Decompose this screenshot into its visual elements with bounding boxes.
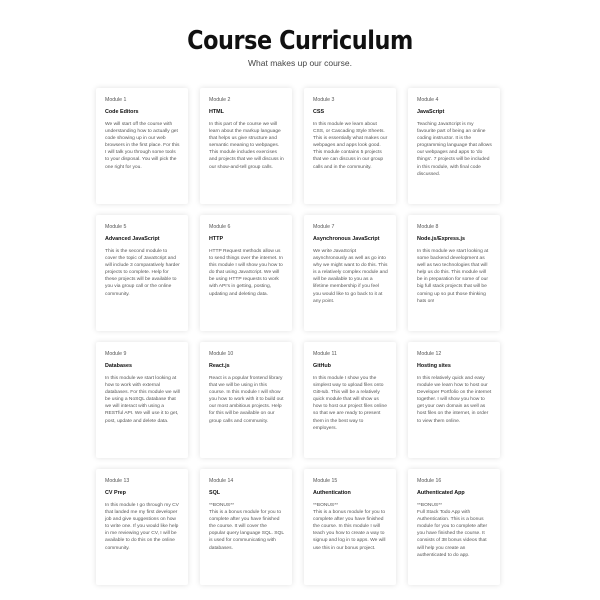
module-description: HTTP Request methods allow us to send things over the internet. In this module I will show you how to do that using JavaScript. We will be using HTTP requests to work with API's in getting, posting, updating and deleting data. <box>209 249 283 297</box>
module-description: In this module I show you the simplest way to upload files onto GitHub. This will be a relatively quick module that will show us how to host our project files online so that we are ready to present them in the best way to employers. <box>313 376 387 431</box>
module-description: In this module we start looking at some backend development as well as two technologies that will help us do this. This module will be in preparation for some of our big full stack projects that will be coming up so put those thinking hats on! <box>417 249 489 304</box>
module-card <box>408 469 500 585</box>
module-number: Module 4 <box>417 97 439 103</box>
module-title: Asynchronous JavaScript <box>313 236 380 242</box>
module-description: This is the second module to cover the topic of JavaScript and will include 3 comparatively harder projects to complete. Help for these projects will be available to you via group call or the online community. <box>105 249 180 297</box>
module-card <box>96 342 188 458</box>
module-number: Module 7 <box>313 224 335 230</box>
module-title: CSS <box>313 109 325 115</box>
module-title: Advanced JavaScript <box>105 236 160 242</box>
module-description: In this relatively quick and easy module we learn how to host our Developer Portfolio on the internet together. I will show you how to get your own domain as well as host files on the internet, in order to view them online. <box>417 376 492 424</box>
module-title: React.js <box>209 363 230 369</box>
module-card <box>408 88 500 204</box>
module-number: Module 3 <box>313 97 335 103</box>
module-description: **BONUS** Full Stack Todo App with Authentication. This is a bonus module for you to complete after you have finished the course. It consists of 38 bonus videos that will help you create an authenticated to do app. <box>417 503 488 558</box>
module-title: Hosting sites <box>417 363 451 369</box>
module-title: SQL <box>209 490 221 496</box>
module-number: Module 5 <box>105 224 127 230</box>
page-subtitle: What makes up our course. <box>248 58 352 68</box>
module-title: Authenticated App <box>417 490 465 496</box>
module-number: Module 16 <box>417 478 442 484</box>
module-title: Node.js/Express.js <box>417 236 465 242</box>
module-title: Databases <box>105 363 132 369</box>
module-title: Authentication <box>313 490 351 496</box>
module-card <box>408 215 500 331</box>
module-number: Module 12 <box>417 351 442 357</box>
module-title: HTTP <box>209 236 224 242</box>
module-card <box>200 88 292 204</box>
module-number: Module 1 <box>105 97 127 103</box>
module-number: Module 15 <box>313 478 338 484</box>
module-description: In this module we start looking at how to work with external databases. For this module we will be using a NoSQL database that we will interact with using a RESTful API. We will use it to get, post, update and delete data. <box>105 376 180 424</box>
module-description: **BONUS** This is a bonus module for you to complete after you have finished the course. In this module I will teach you how to create a way to signup and log in to apps. We will use this in our bonus project. <box>313 503 386 551</box>
module-number: Module 13 <box>105 478 130 484</box>
module-title: Code Editors <box>105 109 139 115</box>
module-card <box>304 469 396 585</box>
module-description: We write JavaScript asynchronously as well as go into why we might want to do this. This is a relatively complex module and will be available to you as a lifetime membership if you feel you would like to go back to it at any point. <box>313 249 388 304</box>
module-description: **BONUS** This is a bonus module for you to complete after you have finished the course. It will cover the popular query language SQL. SQL is used for communicating with databases. <box>209 503 284 551</box>
module-card <box>304 88 396 204</box>
module-number: Module 2 <box>209 97 231 103</box>
module-title: JavaScript <box>417 109 445 115</box>
module-card <box>96 469 188 585</box>
module-description: We will start off the course with understanding how to actually get code showing up in our web browsers in the first place. For this I will talk you through some tools to your disposal. You will pick the one right for you. <box>105 122 180 170</box>
module-title: HTML <box>209 109 224 115</box>
module-grid <box>96 88 506 585</box>
module-card <box>96 215 188 331</box>
module-title: CV Prep <box>105 490 126 496</box>
module-number: Module 9 <box>105 351 127 357</box>
module-description: Teaching JavaScript is my favourite part of being an online coding instructor. It is the programming language that allows our webpages and apps to 'do things'. 7 projects will be included in this module, with final code discussed. <box>417 122 492 177</box>
module-title: GitHub <box>313 363 331 369</box>
page-header <box>0 0 600 68</box>
page-title: Course Curriculum <box>187 26 413 56</box>
module-number: Module 14 <box>209 478 234 484</box>
module-description: In this module I go through my CV that landed me my first developer job and give suggestions on how to write one. If you would like help in me reviewing your CV, I will be available to do this on the online community. <box>105 503 179 551</box>
module-number: Module 8 <box>417 224 439 230</box>
module-card <box>304 342 396 458</box>
module-description: React is a popular frontend library that we will be using in this course. In this module I will show you how to work with it to build out our most ambitious projects. Help for this will be available on our group calls and community. <box>209 376 284 424</box>
module-card <box>408 342 500 458</box>
module-description: In this part of the course we will learn about the markup language that helps us give structure and semantic meaning to webpages. This module includes exercises and projects that we will discuss in our show-and-tell group calls. <box>209 122 284 170</box>
module-card <box>200 342 292 458</box>
module-card <box>200 469 292 585</box>
module-number: Module 11 <box>313 351 337 357</box>
module-card <box>96 88 188 204</box>
module-card <box>200 215 292 331</box>
module-number: Module 10 <box>209 351 234 357</box>
module-card <box>304 215 396 331</box>
module-number: Module 6 <box>209 224 231 230</box>
module-description: In this module we learn about CSS, or Cascading Style Sheets. This is essentially what makes our webpages and apps look good. This module contains 5 projects that we can discuss in our group calls and in the community. <box>313 122 388 170</box>
